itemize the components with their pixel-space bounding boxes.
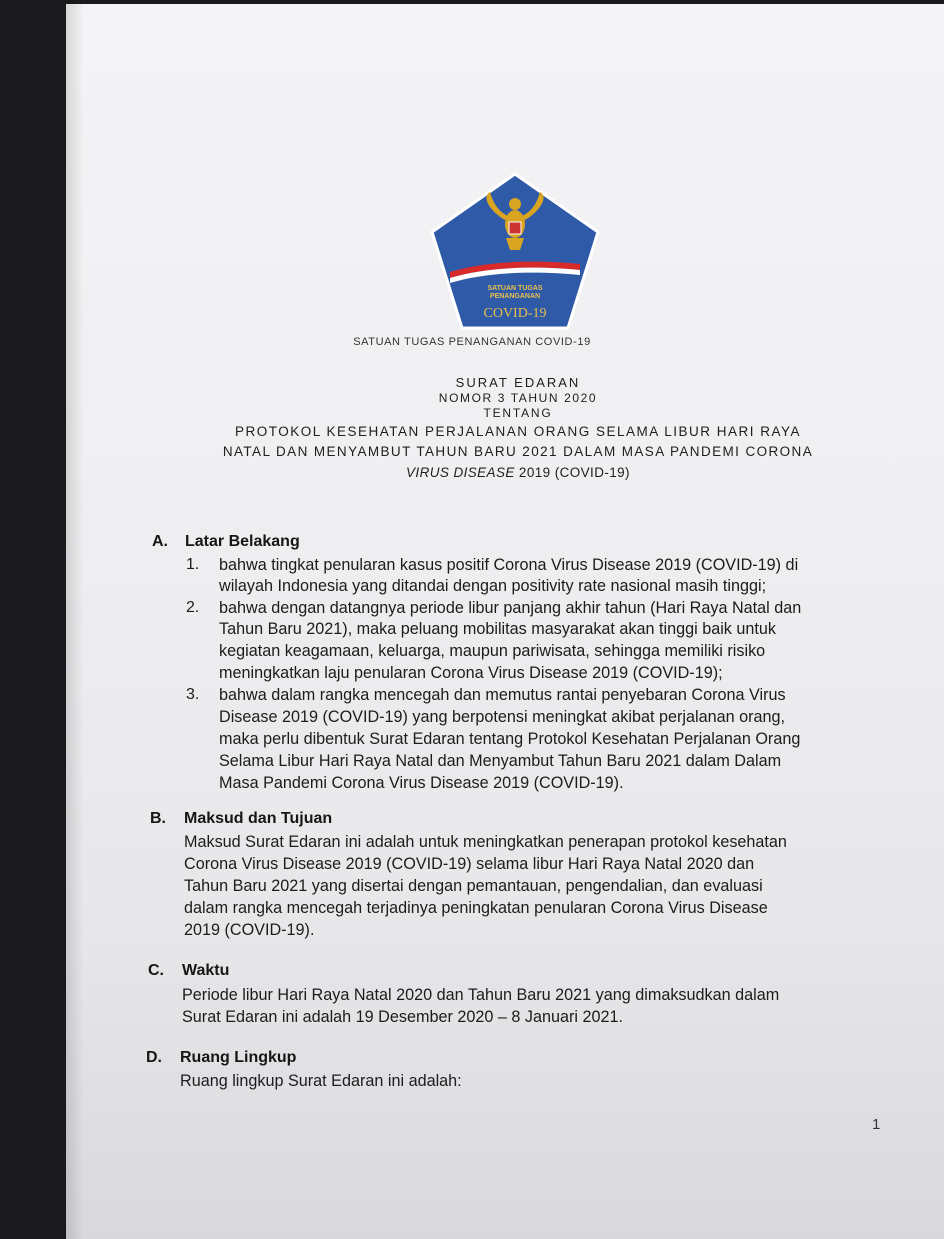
section-c-title: Waktu: [182, 962, 230, 979]
item-3-number: 3.: [186, 686, 200, 703]
section-a-title: Latar Belakang: [185, 533, 300, 550]
item-3-line-1: bahwa dalam rangka mencegah dan memutus rantai penyebaran Corona Virus: [219, 686, 786, 704]
item-3-line-4: Selama Libur Hari Raya Natal dan Menyambut Tahun Baru 2021 dalam Dalam: [219, 752, 782, 770]
doc-subject-line3: [130, 465, 906, 480]
doc-subject-italic: VIRUS DISEASE: [406, 465, 515, 480]
section-b-line-3: Tahun Baru 2021 yang disertai dengan pemantauan, pengendalian, dan evaluasi: [184, 877, 763, 895]
logo-text-line2: PENANGANAN: [489, 293, 541, 300]
section-b-title: Maksud dan Tujuan: [184, 810, 333, 827]
doc-subject-line1: PROTOKOL KESEHATAN PERJALANAN ORANG SELAMA LIBUR HARI RAYA: [234, 424, 802, 439]
section-c-line-1: Periode libur Hari Raya Natal 2020 dan Tahun Baru 2021 yang dimaksudkan dalam: [182, 986, 780, 1004]
item-2-line-2: Tahun Baru 2021), maka peluang mobilitas masyarakat akan tinggi baik untuk: [219, 620, 776, 638]
logo-pentagon: [432, 174, 598, 328]
item-2-line-4: meningkatkan laju penularan Corona Virus Disease 2019 (COVID-19);: [219, 664, 723, 682]
item-1-line-2: wilayah Indonesia yang ditandai dengan positivity rate nasional masih tinggi;: [219, 577, 767, 595]
item-2-line-3: kegiatan keagamaan, keluarga, maupun pariwisata, sehingga memiliki risiko: [219, 642, 766, 660]
section-c-line-2: Surat Edaran ini adalah 19 Desember 2020 – 8 Januari 2021.: [182, 1008, 623, 1026]
doc-about: TENTANG: [483, 406, 553, 420]
doc-subject-rest: 2019 (COVID-19): [514, 465, 630, 480]
section-d-letter: D.: [146, 1049, 162, 1066]
doc-number: NOMOR 3 TAHUN 2020: [438, 391, 598, 405]
section-b-line-4: dalam rangka mencegah terjadinya peningkatan penularan Corona Virus Disease: [184, 899, 768, 917]
section-b-line-5: 2019 (COVID-19).: [184, 921, 315, 939]
item-2-number: 2.: [186, 599, 200, 616]
item-1-number: 1.: [186, 556, 200, 573]
item-1-line-1: bahwa tingkat penularan kasus positif Corona Virus Disease 2019 (COVID-19) di: [219, 556, 799, 574]
section-c-letter: C.: [148, 962, 164, 979]
doc-title: SURAT EDARAN: [455, 375, 581, 390]
section-d-line-1: Ruang lingkup Surat Edaran ini adalah:: [180, 1072, 462, 1090]
logo-text-line1: SATUAN TUGAS: [487, 285, 543, 292]
item-3-line-3: maka perlu dibentuk Surat Edaran tentang Protokol Kesehatan Perjalanan Orang: [219, 730, 801, 748]
section-d-title: Ruang Lingkup: [180, 1049, 297, 1066]
org-caption: SATUAN TUGAS PENANGANAN COVID-19: [353, 336, 591, 348]
item-2-line-1: bahwa dengan datangnya periode libur panjang akhir tahun (Hari Raya Natal dan: [219, 599, 802, 617]
covid-task-force-logo: [430, 172, 600, 332]
item-3-line-2: Disease 2019 (COVID-19) yang berpotensi meningkat akibat perjalanan orang,: [219, 708, 785, 726]
item-3-line-5: Masa Pandemi Corona Virus Disease 2019 (COVID-19).: [219, 774, 624, 792]
section-b-letter: B.: [150, 810, 166, 827]
paper-shadow: [66, 4, 84, 1239]
doc-subject-line2: NATAL DAN MENYAMBUT TAHUN BARU 2021 DALAM MASA PANDEMI CORONA: [222, 444, 814, 459]
logo-text-line3: COVID-19: [483, 306, 547, 321]
section-a-letter: A.: [152, 533, 168, 550]
section-b-line-2: Corona Virus Disease 2019 (COVID-19) selama libur Hari Raya Natal 2020 dan: [184, 855, 755, 873]
page-number: 1: [872, 1116, 881, 1133]
section-b-line-1: Maksud Surat Edaran ini adalah untuk meningkatkan penerapan protokol kesehatan: [184, 833, 787, 851]
